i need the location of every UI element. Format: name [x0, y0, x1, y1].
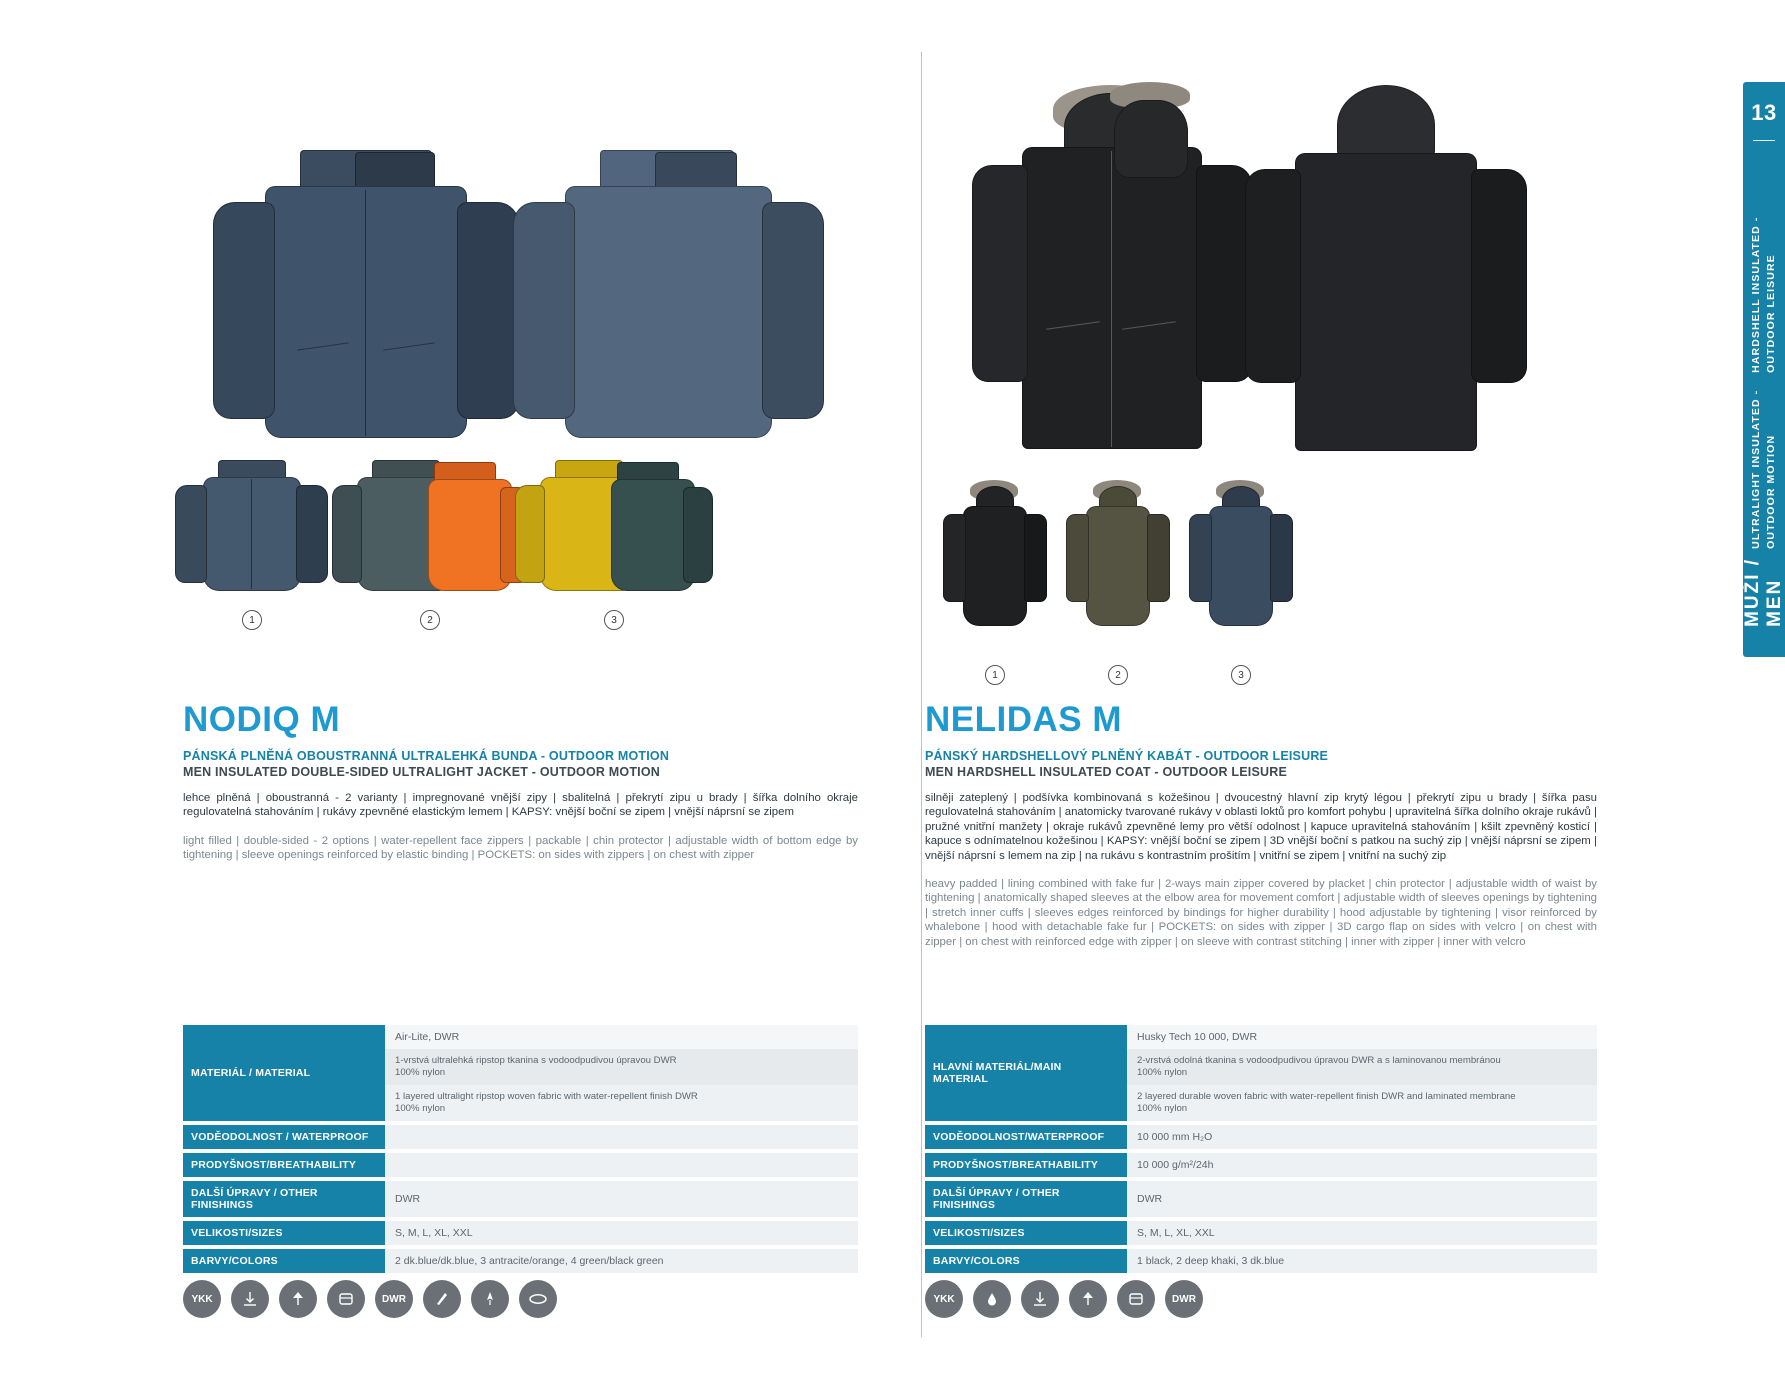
nodiq-row-label-0: VODĚODOLNOST / WATERPROOF: [183, 1125, 385, 1149]
nodiq-material-label: MATERIÁL / MATERIAL: [183, 1025, 385, 1121]
nodiq-row-label-2: DALŠÍ ÚPRAVY / OTHER FINISHINGS: [183, 1181, 385, 1217]
nelidas-subtitle-cz: PÁNSKÝ HARDSHELLOVÝ PLNĚNÝ KABÁT - OUTDOOR LEISURE: [925, 749, 1329, 763]
nelidas-row-value-1: 10 000 g/m²/24h: [1127, 1153, 1597, 1177]
coat-back-illustration: [1225, 85, 1545, 485]
table-row: [925, 1249, 1597, 1273]
nodiq-description-cz: lehce plněná | oboustranná - 2 varianty | impregnované vnější zipy | sbalitelná | překrytí zipu u brady | šířka dolního okraje regulovatelná stahováním | rukávy zpevněné elastickým lemem | KAPSY: vnější boční se zipem | vnější náprsní se zipem: [183, 792, 858, 819]
nelidas-row-value-0: 10 000 mm H₂O: [1127, 1125, 1597, 1149]
nodiq-artwork: [170, 140, 870, 670]
colorway-2-illustration: [342, 460, 527, 600]
nelidas-material-name: Husky Tech 10 000, DWR: [1127, 1025, 1597, 1049]
nodiq-row-label-4: BARVY/COLORS: [183, 1249, 385, 1273]
nelidas-feature-icons: [925, 1280, 1203, 1318]
table-row: [183, 1125, 858, 1149]
nodiq-material-name: Air-Lite, DWR: [385, 1025, 858, 1049]
nodiq-material-en: [385, 1085, 858, 1121]
side-tab-rule: [1753, 140, 1775, 141]
nelidas-description-cz: silněji zateplený | podšívka kombinovaná s kožešinou | dvoucestný hlavní zip krytý légou | překrytí zipu u brady | šířka pasu regulovatelná stahováním | anatomicky tvarované rukávy v oblasti loktů pro komfort pohybu | upravitelná šířka dolního okraje rukávů | pružné vnitřní manžety | okraje rukávů zpevněné lemy pro větší odolnost | kapuce upravitelná stahováním | kšilt zpevněný kosticí | kapuce s odnímatelnou kožešinou | KAPSY: vnější boční se zipem | 3D vnější boční s patkou na suchý zip | vnější náprsní se zipem | vnější náprsní s lemem na zip | na rukávu s kontrastním prošitím | vnitřní se zipem | vnitřní na suchý zip: [925, 792, 1597, 862]
table-row: [925, 1125, 1597, 1149]
table-row: [183, 1181, 858, 1217]
nodiq-material-en-text: 1 layered ultralight ripstop woven fabric with water-repellent finish DWR: [395, 1091, 698, 1102]
nelidas-material-en-comp: 100% nylon: [1137, 1103, 1188, 1114]
nelidas-material-en: [1127, 1085, 1597, 1121]
side-tab-section: MUŽI / MEN: [1742, 558, 1785, 627]
nelidas-row-label-1: PRODYŠNOST/BREATHABILITY: [925, 1153, 1127, 1177]
dwr-icon-label: DWR: [382, 1293, 406, 1305]
jacket-back-illustration: [505, 150, 835, 470]
table-row: [183, 1025, 858, 1049]
table-row: [925, 1221, 1597, 1245]
colorway-number-3: 3: [604, 610, 624, 630]
nelidas-subtitle-en: MEN HARDSHELL INSULATED COAT - OUTDOOR LEISURE: [925, 765, 1287, 779]
page-title-nodiq: NODIQ M: [183, 700, 341, 739]
side-tab-category-2: HARDSHELL INSULATED - OUTDOOR LEISURE: [1750, 216, 1777, 374]
nodiq-material-cz: [385, 1049, 858, 1085]
nodiq-material-cz-text: 1-vrstvá ultralehká ripstop tkanina s vodoodpudivou úpravou DWR: [395, 1055, 677, 1066]
nodiq-material-cz-comp: 100% nylon: [395, 1067, 446, 1078]
colorway-number-2: 2: [420, 610, 440, 630]
ykk-icon: [183, 1280, 221, 1318]
coat-colorway-number-1: 1: [985, 665, 1005, 685]
page-side-tab: [1743, 82, 1785, 657]
nelidas-artwork: [925, 80, 1545, 680]
coat-colorway-number-3: 3: [1231, 665, 1251, 685]
detachable-hood-detail: [1100, 80, 1220, 200]
nelidas-row-label-3: VELIKOSTI/SIZES: [925, 1221, 1127, 1245]
nelidas-description-en: heavy padded | lining combined with fake fur | 2-ways main zipper covered by placket | chin protector | adjustable width of waist by tightening | anatomically shaped sleeves at the elbow area for movement comfort | adjustable width of sleeves openings by tightening | stretch inner cuffs | sleeves edges reinforced by bindings for higher durability | hood adjustable by tightening | visor reinforced by whalebone | hood with detachable fake fur | POCKETS: on sides with zipper | 3D cargo flap on sides with velcro | on chest with zipper | on chest with reinforced edge with zipper | on sleeve with contrast stitching | inner with zipper | inner with velcro: [925, 878, 1597, 948]
nelidas-material-en-text: 2 layered durable woven fabric with water-repellent finish DWR and laminated membrane: [1137, 1091, 1516, 1102]
nelidas-material-cz-text: 2-vrstvá odolná tkanina s vodoodpudivou úpravou DWR a s laminovanou membránou: [1137, 1055, 1501, 1066]
packable-icon: [327, 1280, 365, 1318]
dwr-icon: [1165, 1280, 1203, 1318]
nelidas-spec-table: [925, 1025, 1597, 1273]
page-number: 13: [1751, 100, 1777, 125]
packable-icon: [1117, 1280, 1155, 1318]
table-row: [925, 1025, 1597, 1049]
jacket-front-illustration: [205, 150, 525, 470]
windproof-icon: [1069, 1280, 1107, 1318]
nelidas-material-cz-comp: 100% nylon: [1137, 1067, 1188, 1078]
waterproof-drop-icon: [973, 1280, 1011, 1318]
windproof-icon: [279, 1280, 317, 1318]
column-divider: [921, 52, 922, 1337]
nodiq-subtitle-cz: PÁNSKÁ PLNĚNÁ OBOUSTRANNÁ ULTRALEHKÁ BUNDA - OUTDOOR MOTION: [183, 749, 670, 763]
side-tab-categories: [1749, 199, 1779, 549]
nelidas-material-label: HLAVNÍ MATERIÁL/MAIN MATERIAL: [925, 1025, 1127, 1121]
nodiq-row-value-3: S, M, L, XL, XXL: [385, 1221, 858, 1245]
side-tab-category-1: ULTRALIGHT INSULATED - OUTDOOR MOTION: [1750, 389, 1777, 550]
colorway-number-1: 1: [242, 610, 262, 630]
nelidas-row-label-0: VODĚODOLNOST/WATERPROOF: [925, 1125, 1127, 1149]
coat-colorway-1-illustration: [935, 480, 1055, 640]
ykk-icon: [925, 1280, 963, 1318]
nodiq-row-value-4: 2 dk.blue/dk.blue, 3 antracite/orange, 4 green/black green: [385, 1249, 858, 1273]
table-row: [925, 1153, 1597, 1177]
ykk-icon-label: YKK: [191, 1293, 213, 1305]
nodiq-row-label-3: VELIKOSTI/SIZES: [183, 1221, 385, 1245]
elastic-icon: [519, 1280, 557, 1318]
coat-colorway-2-illustration: [1058, 480, 1178, 640]
table-row: [183, 1221, 858, 1245]
nodiq-row-value-1: [385, 1153, 858, 1177]
nodiq-subtitle-en: MEN INSULATED DOUBLE-SIDED ULTRALIGHT JACKET - OUTDOOR MOTION: [183, 765, 660, 779]
page-title-nelidas: NELIDAS M: [925, 700, 1122, 739]
ykk-icon-label-2: YKK: [933, 1293, 955, 1305]
nelidas-material-cz: [1127, 1049, 1597, 1085]
dwr-icon: [375, 1280, 413, 1318]
dwr-icon-label-2: DWR: [1172, 1293, 1196, 1305]
nelidas-row-label-4: BARVY/COLORS: [925, 1249, 1127, 1273]
nodiq-spec-table: [183, 1025, 858, 1273]
table-row: [183, 1153, 858, 1177]
coat-colorway-number-2: 2: [1108, 665, 1128, 685]
insulation-icon: [423, 1280, 461, 1318]
colorway-1-illustration: [170, 460, 330, 600]
lightweight-icon: [471, 1280, 509, 1318]
table-row: [183, 1249, 858, 1273]
nodiq-description-en: light filled | double-sided - 2 options | water-repellent face zippers | packable | chin protector | adjustable width of bottom edge by tightening | sleeve openings reinforced by elastic binding | POCKETS: on sides with zippers | on chest with zipper: [183, 834, 858, 862]
nelidas-row-value-4: 1 black, 2 deep khaki, 3 dk.blue: [1127, 1249, 1597, 1273]
nelidas-row-value-3: S, M, L, XL, XXL: [1127, 1221, 1597, 1245]
nelidas-row-label-2: DALŠÍ ÚPRAVY / OTHER FINISHINGS: [925, 1181, 1127, 1217]
table-row: [925, 1181, 1597, 1217]
nelidas-row-value-2: DWR: [1127, 1181, 1597, 1217]
nodiq-feature-icons: [183, 1280, 557, 1318]
water-repellent-icon: [1021, 1280, 1059, 1318]
water-repellent-icon: [231, 1280, 269, 1318]
colorway-3-illustration: [525, 460, 715, 600]
nodiq-row-label-1: PRODYŠNOST/BREATHABILITY: [183, 1153, 385, 1177]
nodiq-material-en-comp: 100% nylon: [395, 1103, 446, 1114]
nodiq-row-value-2: DWR: [385, 1181, 858, 1217]
nodiq-row-value-0: [385, 1125, 858, 1149]
coat-colorway-3-illustration: [1181, 480, 1301, 640]
